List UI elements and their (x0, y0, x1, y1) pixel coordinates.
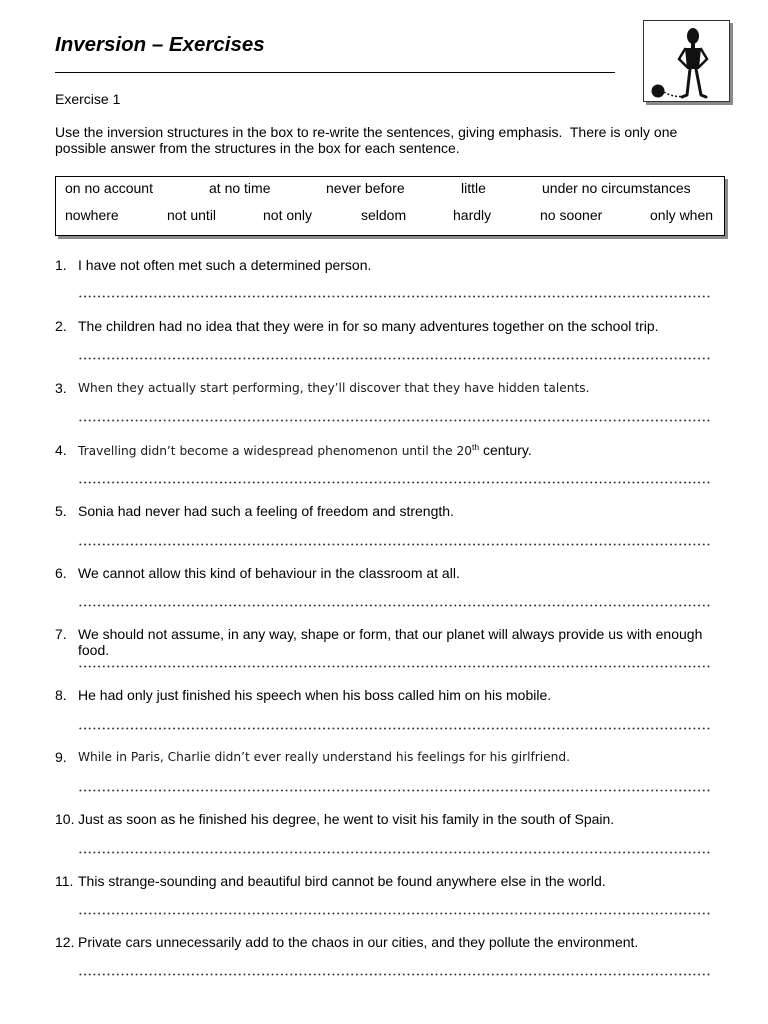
question-number: 9. (55, 749, 67, 765)
illustration-frame (643, 20, 730, 102)
answer-line (78, 789, 712, 792)
question-4 (55, 442, 712, 459)
question-11 (55, 873, 712, 889)
question-number: 11. (55, 873, 74, 889)
structure-word: little (461, 180, 486, 196)
instructions: Use the inversion structures in the box to re-write the sentences, giving emphasis. There is only one possible answer from the structures in the box for each sentence. (55, 124, 682, 156)
question-text-part: century. (479, 442, 532, 458)
question-text: We should not assume, in any way, shape or form, that our planet will always provide us with enough food. (78, 626, 703, 658)
answer-line (78, 912, 712, 915)
question-number: 1. (55, 257, 67, 273)
question-1 (55, 257, 712, 273)
answer-line (78, 973, 712, 976)
answer-line (78, 357, 712, 360)
question-12 (55, 934, 712, 950)
question-8 (55, 687, 712, 703)
question-number: 12. (55, 934, 75, 950)
question-text: This strange-sounding and beautiful bird cannot be found anywhere else in the world. (78, 873, 606, 889)
question-number: 10. (55, 811, 75, 827)
question-text: The children had no idea that they were in for so many adventures together on the school trip. (78, 318, 659, 334)
question-number: 4. (55, 442, 67, 458)
answer-line (78, 295, 712, 298)
structure-word: never before (326, 180, 405, 196)
structure-word: hardly (453, 207, 492, 223)
structure-word: seldom (361, 207, 407, 223)
answer-line (78, 665, 712, 668)
question-text: Just as soon as he finished his degree, he went to visit his family in the south of Spain. (78, 811, 615, 827)
answer-line (78, 543, 712, 546)
answer-line (78, 419, 712, 422)
page-title: Inversion – Exercises (55, 33, 265, 56)
structure-word: only when (650, 207, 714, 223)
structure-word: not until (167, 207, 217, 223)
question-7 (55, 626, 712, 658)
question-5 (55, 503, 712, 519)
question-text: We cannot allow this kind of behaviour in the classroom at all. (78, 565, 460, 581)
structure-word: not only (263, 207, 313, 223)
structures-box (55, 176, 725, 236)
answer-line (78, 481, 712, 484)
ball-and-chain (652, 85, 665, 98)
question-2 (55, 318, 712, 334)
question-10 (55, 811, 712, 827)
structure-word: nowhere (65, 207, 119, 223)
question-number: 6. (55, 565, 67, 581)
exercise-label: Exercise 1 (55, 91, 121, 107)
structure-word: no sooner (540, 207, 603, 223)
question-text: I have not often met such a determined person. (78, 257, 372, 273)
question-number: 5. (55, 503, 67, 519)
question-text: He had only just finished his speech when his boss called him on his mobile. (78, 687, 552, 703)
question-number: 7. (55, 626, 67, 642)
question-number: 8. (55, 687, 67, 703)
ordinal-superscript: th (471, 442, 480, 452)
structure-word: at no time (209, 180, 271, 196)
question-text (78, 442, 712, 459)
question-9 (55, 749, 712, 765)
question-6 (55, 565, 712, 581)
question-text: Private cars unnecessarily add to the chaos in our cities, and they pollute the environment. (78, 934, 639, 950)
answer-line (78, 727, 712, 730)
question-text: While in Paris, Charlie didn’t ever really understand his feelings for his girlfriend. (78, 750, 571, 764)
question-text-part: Travelling didn’t become a widespread phenomenon until the 20 (78, 444, 472, 458)
prisoner-ball-and-chain-icon (644, 21, 729, 101)
question-text: When they actually start performing, they’ll discover that they have hidden talents. (78, 381, 590, 395)
question-text: Sonia had never had such a feeling of freedom and strength. (78, 503, 454, 519)
answer-line (78, 604, 712, 607)
structure-word: on no account (65, 180, 153, 196)
structure-word: under no circumstances (542, 180, 691, 196)
answer-line (78, 851, 712, 854)
figure-head (687, 28, 699, 44)
question-number: 3. (55, 380, 67, 396)
title-underline (55, 72, 615, 73)
question-number: 2. (55, 318, 67, 334)
question-3 (55, 380, 712, 396)
